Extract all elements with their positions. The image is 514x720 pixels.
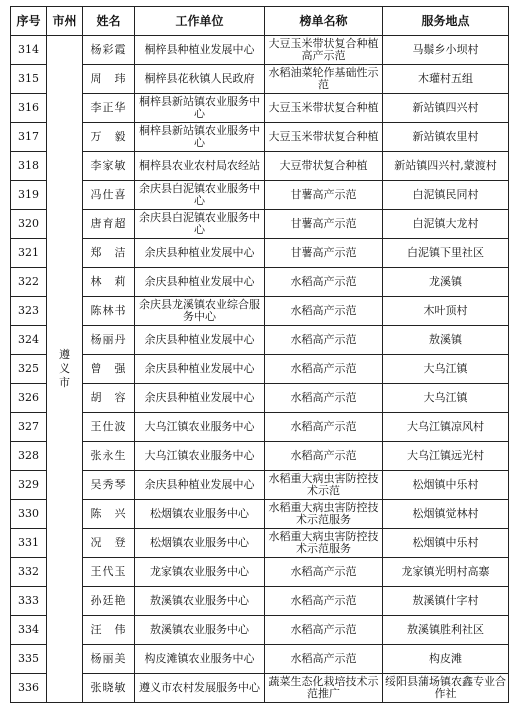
person-name: 张永生 <box>83 442 135 471</box>
person-name: 陈林书 <box>83 297 135 326</box>
table-row <box>11 181 509 210</box>
service-place: 白泥镇民同村 <box>383 181 509 210</box>
list-name: 水稻高产示范 <box>265 384 383 413</box>
list-name: 甘薯高产示范 <box>265 210 383 239</box>
row-number: 326 <box>11 384 47 413</box>
work-unit: 余庆县种植业发展中心 <box>135 326 265 355</box>
city-char: 市 <box>59 376 70 389</box>
row-number: 331 <box>11 529 47 558</box>
list-name: 水稻高产示范 <box>265 645 383 674</box>
row-number: 336 <box>11 674 47 703</box>
person-name: 郑 洁 <box>83 239 135 268</box>
list-name: 水稻重大病虫害防控技术示范服务 <box>265 529 383 558</box>
row-number: 325 <box>11 355 47 384</box>
work-unit: 余庆县种植业发展中心 <box>135 268 265 297</box>
table-row <box>11 268 509 297</box>
list-name: 甘薯高产示范 <box>265 181 383 210</box>
person-name: 万 毅 <box>83 123 135 152</box>
table-row <box>11 297 509 326</box>
service-place: 大乌江镇 <box>383 355 509 384</box>
table-row <box>11 616 509 645</box>
person-name: 孙廷艳 <box>83 587 135 616</box>
work-unit: 构皮滩镇农业服务中心 <box>135 645 265 674</box>
service-place: 敖溪镇什字村 <box>383 587 509 616</box>
person-name: 张晓敏 <box>83 674 135 703</box>
list-name: 水稻重大病虫害防控技术示范 <box>265 471 383 500</box>
service-place: 松烟镇中乐村 <box>383 529 509 558</box>
row-number: 330 <box>11 500 47 529</box>
row-number: 333 <box>11 587 47 616</box>
table-row <box>11 471 509 500</box>
person-name: 吴秀琴 <box>83 471 135 500</box>
table-row <box>11 413 509 442</box>
row-number: 318 <box>11 152 47 181</box>
list-name: 大豆带状复合种植 <box>265 152 383 181</box>
list-name: 水稻高产示范 <box>265 355 383 384</box>
table-row <box>11 152 509 181</box>
service-place: 白泥镇大龙村 <box>383 210 509 239</box>
person-name: 唐育超 <box>83 210 135 239</box>
person-name: 况 登 <box>83 529 135 558</box>
person-name: 李正华 <box>83 94 135 123</box>
service-place: 大乌江镇 <box>383 384 509 413</box>
table-row <box>11 500 509 529</box>
work-unit: 桐梓县新站镇农业服务中心 <box>135 123 265 152</box>
list-name: 水稻高产示范 <box>265 413 383 442</box>
row-number: 314 <box>11 36 47 65</box>
work-unit: 大乌江镇农业服务中心 <box>135 413 265 442</box>
service-place: 大乌江镇远光村 <box>383 442 509 471</box>
table-row <box>11 558 509 587</box>
list-name: 大豆玉米带状复合种植高产示范 <box>265 36 383 65</box>
list-name: 甘薯高产示范 <box>265 239 383 268</box>
header-city: 市州 <box>47 7 83 36</box>
table-row <box>11 123 509 152</box>
header-no: 序号 <box>11 7 47 36</box>
person-name: 王代玉 <box>83 558 135 587</box>
service-place: 龙溪镇 <box>383 268 509 297</box>
row-number: 322 <box>11 268 47 297</box>
service-place: 新站镇四兴村 <box>383 94 509 123</box>
row-number: 316 <box>11 94 47 123</box>
row-number: 335 <box>11 645 47 674</box>
header-list: 榜单名称 <box>265 7 383 36</box>
work-unit: 松烟镇农业服务中心 <box>135 529 265 558</box>
service-place: 敖溪镇胜利社区 <box>383 616 509 645</box>
service-place: 新站镇农里村 <box>383 123 509 152</box>
header-unit: 工作单位 <box>135 7 265 36</box>
service-place: 大乌江镇凉风村 <box>383 413 509 442</box>
row-number: 327 <box>11 413 47 442</box>
work-unit: 余庆县种植业发展中心 <box>135 239 265 268</box>
work-unit: 大乌江镇农业服务中心 <box>135 442 265 471</box>
work-unit: 桐梓县新站镇农业服务中心 <box>135 94 265 123</box>
row-number: 315 <box>11 65 47 94</box>
work-unit: 余庆县种植业发展中心 <box>135 384 265 413</box>
row-number: 332 <box>11 558 47 587</box>
list-name: 水稻高产示范 <box>265 442 383 471</box>
header-row <box>11 7 509 36</box>
work-unit: 敖溪镇农业服务中心 <box>135 587 265 616</box>
city-char: 遵 <box>59 348 70 361</box>
list-name: 水稻高产示范 <box>265 558 383 587</box>
list-name: 水稻高产示范 <box>265 297 383 326</box>
table-row <box>11 65 509 94</box>
person-name: 杨丽美 <box>83 645 135 674</box>
person-name: 陈 兴 <box>83 500 135 529</box>
service-place: 构皮滩 <box>383 645 509 674</box>
table-row <box>11 355 509 384</box>
row-number: 321 <box>11 239 47 268</box>
work-unit: 余庆县白泥镇农业服务中心 <box>135 210 265 239</box>
work-unit: 敖溪镇农业服务中心 <box>135 616 265 645</box>
person-name: 杨彩霞 <box>83 36 135 65</box>
list-name: 水稻油菜轮作基础性示范 <box>265 65 383 94</box>
table-row <box>11 210 509 239</box>
header-place: 服务地点 <box>383 7 509 36</box>
work-unit: 桐梓县种植业发展中心 <box>135 36 265 65</box>
list-name: 水稻高产示范 <box>265 268 383 297</box>
table-row <box>11 36 509 65</box>
row-number: 320 <box>11 210 47 239</box>
service-place: 新站镇四兴村,蒙渡村 <box>383 152 509 181</box>
row-number: 319 <box>11 181 47 210</box>
table-row <box>11 384 509 413</box>
service-place: 木叶顶村 <box>383 297 509 326</box>
person-name: 林 莉 <box>83 268 135 297</box>
row-number: 334 <box>11 616 47 645</box>
person-name: 胡 容 <box>83 384 135 413</box>
person-name: 汪 伟 <box>83 616 135 645</box>
service-place: 松烟镇觉林村 <box>383 500 509 529</box>
service-place: 松烟镇中乐村 <box>383 471 509 500</box>
service-place: 龙家镇光明村高寨 <box>383 558 509 587</box>
work-unit: 龙家镇农业服务中心 <box>135 558 265 587</box>
table-row <box>11 326 509 355</box>
service-place: 木瓘村五组 <box>383 65 509 94</box>
table-row <box>11 442 509 471</box>
person-name: 周 玮 <box>83 65 135 94</box>
table-row <box>11 239 509 268</box>
list-name: 大豆玉米带状复合种植 <box>265 123 383 152</box>
personnel-table <box>10 6 509 703</box>
row-number: 324 <box>11 326 47 355</box>
table-row <box>11 587 509 616</box>
table-row <box>11 645 509 674</box>
service-place: 白泥镇下里社区 <box>383 239 509 268</box>
table-row <box>11 674 509 703</box>
list-name: 蔬菜生态化栽培技术示范推广 <box>265 674 383 703</box>
person-name: 杨丽丹 <box>83 326 135 355</box>
work-unit: 余庆县龙溪镇农业综合服务中心 <box>135 297 265 326</box>
work-unit: 余庆县种植业发展中心 <box>135 471 265 500</box>
work-unit: 桐梓县农业农村局农经站 <box>135 152 265 181</box>
service-place: 马鬃乡小坝村 <box>383 36 509 65</box>
work-unit: 松烟镇农业服务中心 <box>135 500 265 529</box>
row-number: 329 <box>11 471 47 500</box>
list-name: 水稻重大病虫害防控技术示范服务 <box>265 500 383 529</box>
city-cell <box>47 36 83 703</box>
work-unit: 遵义市农村发展服务中心 <box>135 674 265 703</box>
header-name: 姓名 <box>83 7 135 36</box>
person-name: 李家敏 <box>83 152 135 181</box>
row-number: 317 <box>11 123 47 152</box>
table-row <box>11 94 509 123</box>
person-name: 王仕波 <box>83 413 135 442</box>
work-unit: 余庆县种植业发展中心 <box>135 355 265 384</box>
list-name: 水稻高产示范 <box>265 326 383 355</box>
list-name: 水稻高产示范 <box>265 616 383 645</box>
row-number: 328 <box>11 442 47 471</box>
table-body <box>11 36 509 703</box>
work-unit: 余庆县白泥镇农业服务中心 <box>135 181 265 210</box>
list-name: 水稻高产示范 <box>265 587 383 616</box>
list-name: 大豆玉米带状复合种植 <box>265 94 383 123</box>
row-number: 323 <box>11 297 47 326</box>
work-unit: 桐梓县花秋镇人民政府 <box>135 65 265 94</box>
table-row <box>11 529 509 558</box>
service-place: 敖溪镇 <box>383 326 509 355</box>
person-name: 冯仕喜 <box>83 181 135 210</box>
person-name: 曾 强 <box>83 355 135 384</box>
service-place: 绥阳县蒲场镇农鑫专业合作社 <box>383 674 509 703</box>
city-char: 义 <box>59 362 70 375</box>
